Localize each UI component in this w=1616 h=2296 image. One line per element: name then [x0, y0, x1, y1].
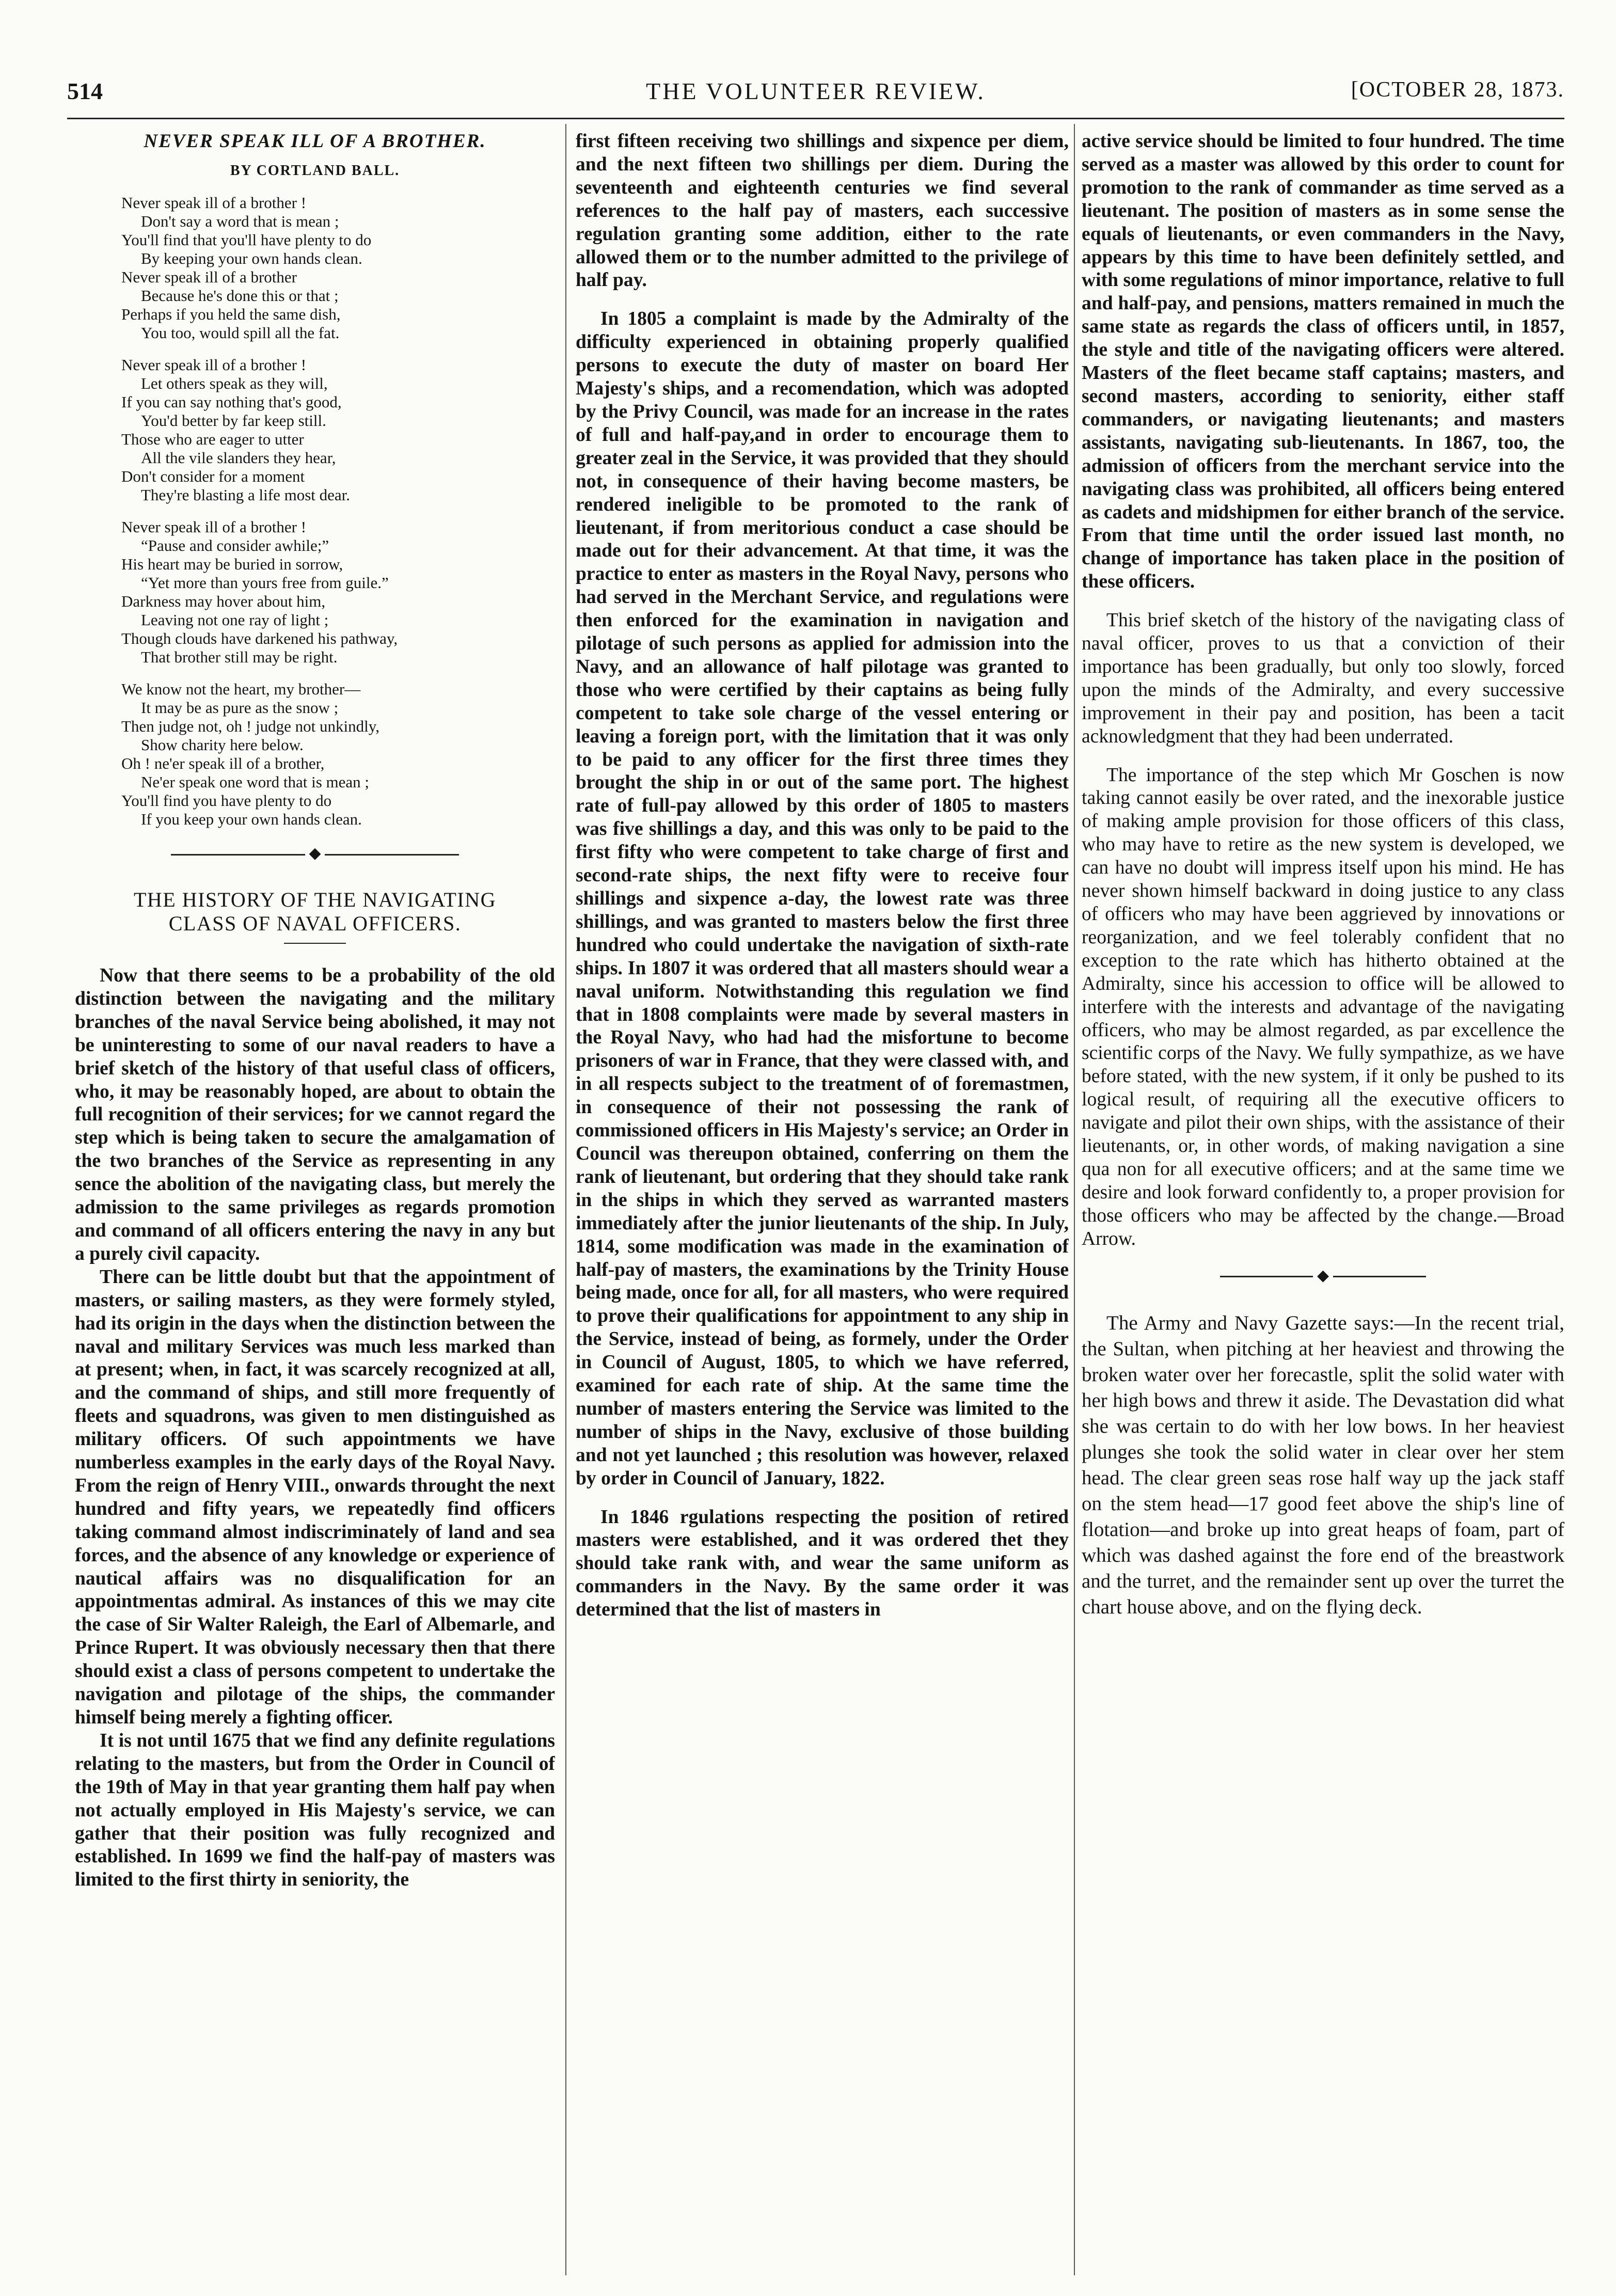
column-divider: [565, 124, 566, 2275]
column-divider: [1074, 124, 1075, 2275]
header-rule: [67, 118, 1564, 119]
news-item: The Army and Navy Gazette says:—In the recent trial, the Sultan, when pitching at her heaviest and throwing the broken water over her forecastle, split the solid water with her high bows and threw it aside. The Devastation did what she was certain to do with her low bows. In her heaviest plunges she took the solid water in clear over her stem head. The clear green seas rose half way up the jack staff on the stem head—17 good feet above the ship's line of flotation—and broke up into great heaps of foam, part of which was dashed against the fore end of the breastwork and the turret, and the remainder sent up over the turret the chart house above, and on the flying deck.: [1082, 1311, 1564, 1618]
poem-line: Never speak ill of a brother !: [121, 356, 307, 374]
poem-title: NEVER SPEAK ILL OF A BROTHER.: [144, 131, 486, 152]
poem-line: Darkness may hover about him,: [121, 592, 326, 610]
poem-line: Never speak ill of a brother !: [121, 194, 307, 212]
poem-line: You'll find that you'll have plenty to do: [121, 231, 372, 249]
issue-date: [OCTOBER 28, 1873.: [1351, 78, 1564, 102]
poem-line: Perhaps if you held the same dish,: [121, 305, 341, 323]
column-2: [576, 130, 1069, 2275]
poem-line: You'd better by far keep still.: [141, 411, 326, 430]
poem-line: That brother still may be right.: [141, 648, 338, 666]
poem-line: By keeping your own hands clean.: [141, 249, 362, 267]
poem-line: “Yet more than yours free from guile.”: [141, 574, 389, 592]
poem-stanza: [121, 356, 555, 504]
article-paragraph: active service should be limited to four hundred. The time served as a master was allowed by this order to count for promotion to the rank of commander as time served as a lieutenant. The position of masters as in some sense the equals of lieutenants, or even commanders in the Navy, appears by this time to have been definitely settled, and with some regulations of minor importance, relative to full and half-pay, and pensions, matters remained in much the same state as regards the class of officers until, in 1857, the style and title of the navigating officers were altered. Masters of the fleet became staff captains; masters, and second masters, according to seniority, either staff commanders, or navigating lieutenants; and masters assistants, navigating sub-lieutenants. In 1867, too, the admission of officers from the merchant service into the navigating class was prohibited, all officers being entered as cadets and midshipmen for either branch of the service. From that time until the order issued last month, no change of importance has taken place in the position of these officers.: [1082, 131, 1564, 593]
article-paragraph: It is not until 1675 that we find any definite regulations relating to the masters, but from the Order in Council of the 19th of May in that year granting them half pay when not actually employed in His Majesty's service, we can gather that their position was fully recognized and established. In 1699 we find the half-pay of masters was limited to the first thirty in seniority, the: [75, 1730, 555, 1891]
poem-line: If you can say nothing that's good,: [121, 393, 342, 411]
poem-line: Those who are eager to utter: [121, 430, 304, 448]
column-3: [1082, 130, 1564, 2275]
poem-line: Because he's done this or that ;: [141, 287, 339, 305]
poem-line: “Pause and consider awhile;”: [141, 536, 329, 555]
article-paragraph: This brief sketch of the history of the navigating class of naval officer, proves to us that a conviction of their importance has been gradually, but only too slowly, forced upon the minds of the Admiralty, and every successive improvement in their pay and position, has been a tacit acknowledgment that they had been underrated.: [1082, 610, 1564, 747]
poem-line: Though clouds have darkened his pathway,: [121, 629, 398, 647]
poem-line: Show charity here below.: [141, 736, 304, 754]
poem-stanza: [121, 680, 555, 829]
column-1: [75, 130, 555, 2275]
poem-line: You'll find you have plenty to do: [121, 791, 332, 810]
poem-line: It may be as pure as the snow ;: [141, 699, 339, 717]
poem-line: You too, would spill all the fat.: [141, 324, 340, 342]
article-paragraph: In 1846 rgulations respecting the position of retired masters were established, and it was ordered thet they should take rank with, and wear the same uniform as commanders in the Navy. By the same order it was determined that the list of masters in: [576, 1506, 1069, 1621]
section-divider: ◆: [75, 844, 555, 862]
article-paragraph: The importance of the step which Mr Goschen is now taking cannot easily be over rated, and the inexorable justice of making ample provision for those officers of this class, who may have to retire as the new system is developed, we can have no doubt will impress itself upon his mind. He has never shown himself backward in doing justice to any class of officers who may have been aggrieved by innovations or reorganization, and we feel tolerably confident that no exception to the rate which has hitherto obtained at the Admiralty, since his accession to office will be allowed to interfere with the interests and advantage of the navigating officers, who may be almost regarded, as par excellence the scientific corps of the Navy. We fully sympathize, as we have before stated, with the new system, if it only be pushed to its logical result, of requiring all the executive officers to navigate and pilot their own ships, with the assistance of their lieutenants, or, in other words, of making navigation a sine qua non for all executive officers; and at the same time we desire and look forward confidently to, a proper provision for those officers who may be affected by the change.—Broad Arrow.: [1082, 764, 1564, 1249]
poem-stanza: [121, 194, 555, 342]
poem-line: Never speak ill of a brother: [121, 268, 297, 286]
poem-line: Ne'er speak one word that is mean ;: [141, 773, 370, 791]
page-header: [67, 77, 1564, 114]
poem-line: Let others speak as they will,: [141, 374, 328, 392]
poem-stanza: [121, 518, 555, 667]
article-paragraph: In 1805 a complaint is made by the Admiralty of the difficulty experienced in obtaining properly qualified persons to execute the duty of master on board Her Majesty's ships, and a recomendation, which was adopted by the Privy Council, was made for an increase in the rates of full and half-pay,and in order to encourage them to greater zeal in the Service, it was provided that they should not, in consequence of their having become masters, be rendered ineligible to be promoted to the rank of lieutenant, if from meritorious conduct a case should be made out for their advancement. At that time, it was the practice to enter as masters in the Royal Navy, persons who had served in the Merchant Service, and regulations were then enforced for the examination in navigation and pilotage of such persons as applied for admission into the Navy, and an allowance of half pilotage was granted to those who were certified by their captains as being fully competent to take sole charge of the vessel entering or leaving a foreign port, with the limitation that it was only to be paid to any officer for the first three times they brought the ship in or out of the same port. The highest rate of full-pay allowed by this order of 1805 to masters was five shillings a day, and this was only to be paid to the first fifty who were competent to take charge of first and second-rate ships, the next fifty were to receive four shillings and sixpence a-day, the lowest rate was three shillings, and was granted to masters below the first three hundred who could undertake the navigation of sixth-rate ships. In 1807 it was ordered that all masters should wear a naval uniform. Notwithstanding this regulation we find that in 1808 complaints were made by several masters in the Royal Navy, who had had the misfortune to become prisoners of war in France, that they were classed with, and in all respects subject to the treatment of of foremastmen, in consequence of their not possessing the rank of commissioned officers in His Majesty's service; an Order in Council was thereupon obtained, conferring on them the rank of lieutenant, but ordering that they should take rank in the ships in which they served as warranted masters immediately after the junior lieutenants of the ship. In July, 1814, some modification was made in the examination of half-pay of masters, the examinations by the Trinity House being made, once for all, for all masters, who were required to prove their qualifications for appointment to any ship in the Service, instead of being, as formely, under the Order in Council of August, 1805, to which we have referred, examined for each rate of ship. At the same time the number of masters entering the Service was limited to the number of ships in the Navy, exclusive of those building and not yet launched ; this resolution was however, relaxed by order in Council of January, 1822.: [576, 308, 1069, 1489]
masthead: THE VOLUNTEER REVIEW.: [646, 78, 986, 104]
title-rule: [284, 943, 346, 944]
poem-body: [75, 194, 555, 829]
poem-line: Don't consider for a moment: [121, 467, 305, 485]
poem-line: We know not the heart, my brother—: [121, 680, 361, 698]
poem-line: If you keep your own hands clean.: [141, 810, 362, 828]
poem-author: BY CORTLAND BALL.: [230, 163, 400, 179]
poem-line: Then judge not, oh ! judge not unkindly,: [121, 717, 379, 735]
poem-line: They're blasting a life most dear.: [141, 486, 351, 504]
poem-line: Leaving not one ray of light ;: [141, 611, 329, 629]
article-paragraph: There can be little doubt but that the appointment of masters, or sailing masters, as they were formely styled, had its origin in the days when the distinction between the naval and military Services was much less marked than at present; when, in fact, it was scarcely recognized at all, and the command of ships, and still more frequently of fleets and squadrons, was given to men distinguished as military officers. Of such appointments we have numberless examples in the early days of the Royal Navy. From the reign of Henry VIII., onwards throught the next hundred and fifty years, we repeatedly find officers taking command almost indiscriminately of land and sea forces, and the absence of any knowledge or experience of nautical affairs was no disqualification for an appointmentas admiral. As instances of this we may cite the case of Sir Walter Raleigh, the Earl of Albemarle, and Prince Rupert. It was obviously necessary then that there should exist a class of persons competent to undertake the navigation and pilotage of the ships, the commander himself being merely a fighting officer.: [75, 1266, 555, 1728]
page-number: 514: [67, 78, 103, 104]
poem-line: All the vile slanders they hear,: [141, 449, 336, 467]
poem-line: Never speak ill of a brother !: [121, 518, 307, 536]
article-paragraph: Now that there seems to be a probability of the old distinction between the navigating and the military branches of the naval Service being abolished, it may not be uninteresting to some of our naval readers to have a brief sketch of the history of that useful class of officers, who, it may be reasonably hoped, are about to obtain the full recognition of their services; for we cannot regard the step which is being taken to secure the amalgamation of the two branches of the Service as representing in any sence the abolition of the navigating class, but merely the admission to the same privileges as regards promotion and command of all officers entering the navy in any but a purely civil capacity.: [75, 965, 555, 1264]
poem-line: His heart may be buried in sorrow,: [121, 555, 343, 573]
section-divider: ◆: [1082, 1266, 1564, 1285]
poem-line: Don't say a word that is mean ;: [141, 212, 339, 230]
article-paragraph: first fifteen receiving two shillings and sixpence per diem, and the next fifteen two shillings per diem. During the seventeenth and eighteenth centuries we find several references to the half pay of masters, each successive regulation granting some addition, either to the rate allowed them or to the number admitted to the privilege of half pay.: [576, 131, 1069, 291]
article-title: THE HISTORY OF THE NAVIGATING CLASS OF NAVAL OFFICERS.: [133, 888, 497, 935]
poem-line: Oh ! ne'er speak ill of a brother,: [121, 754, 325, 772]
